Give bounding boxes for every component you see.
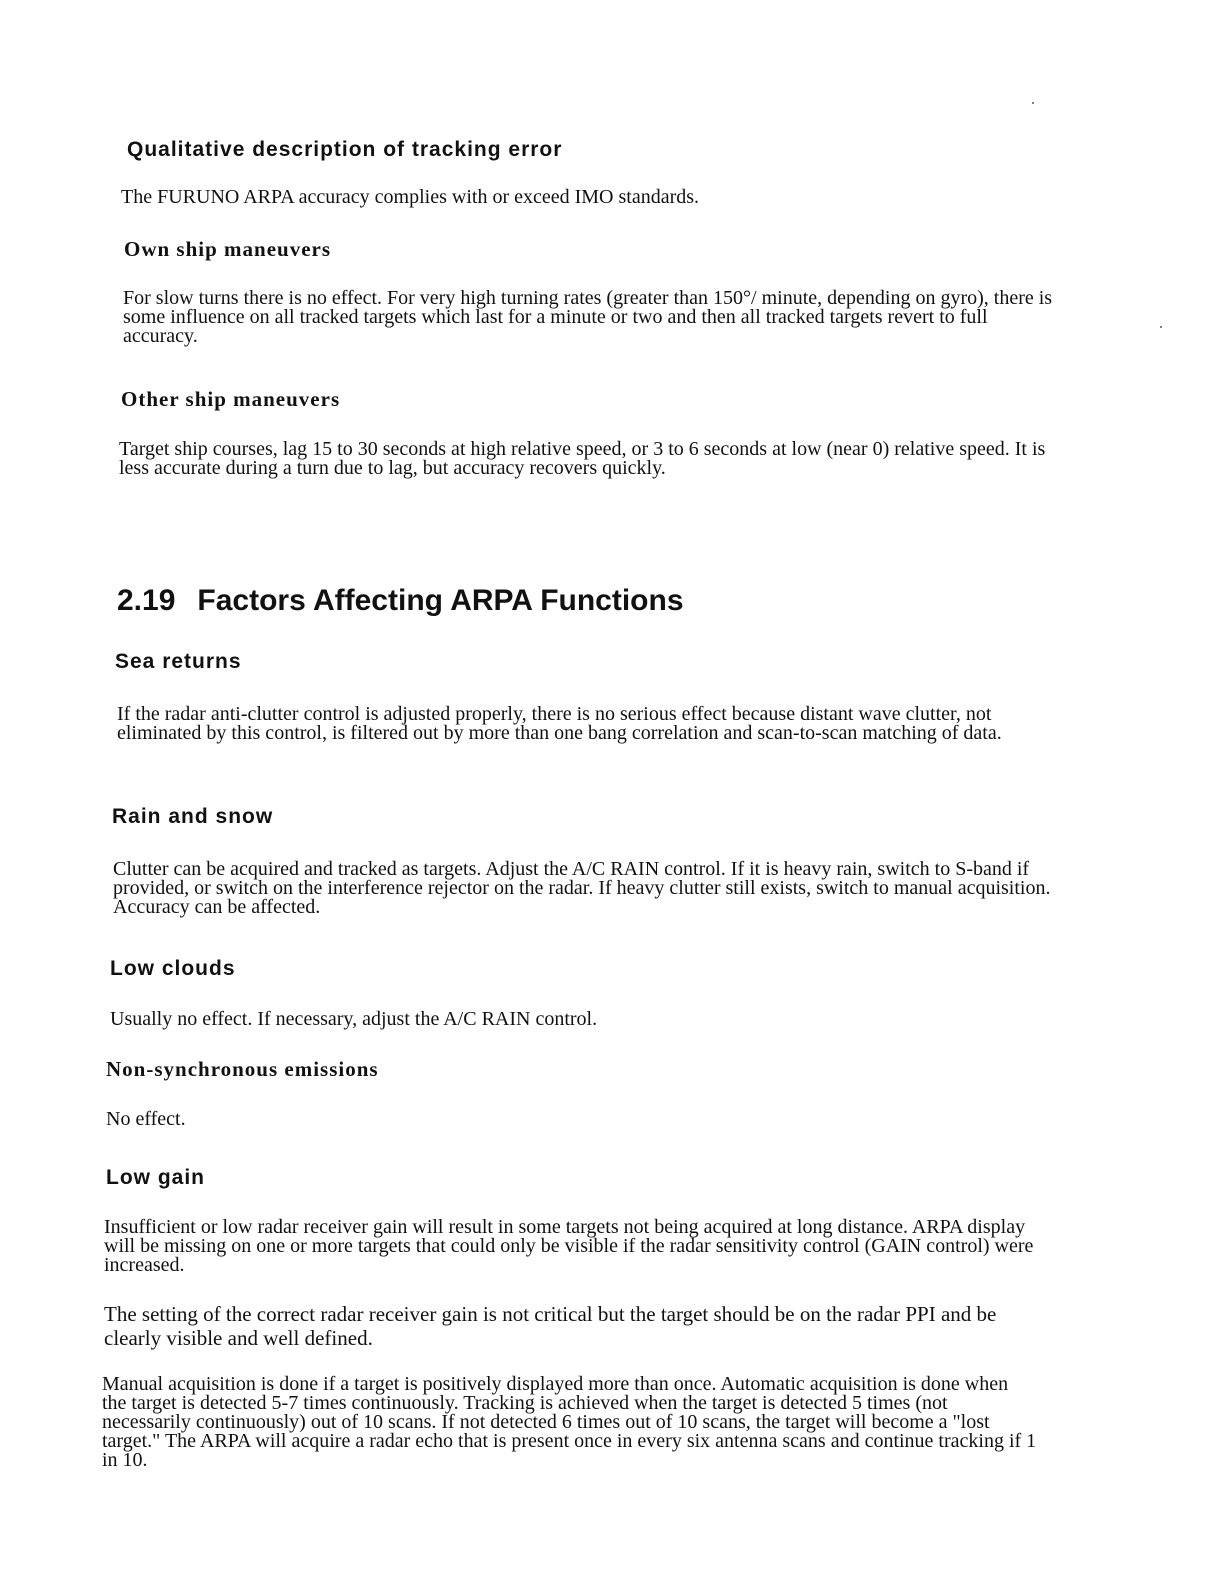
own-ship-text: For slow turns there is no effect. For very high turning rates (greater than 150°/ minute, depending on gyro), there is some influence on all tracked targets which last for a minute or two and then all tracked targets revert to full accuracy. <box>123 287 1053 347</box>
other-ship-text: Target ship courses, lag 15 to 30 seconds at high relative speed, or 3 to 6 seconds at low (near 0) relative speed. It is less accurate during a turn due to lag, but accuracy recovers quickly. <box>119 438 1046 479</box>
non-sync-text: No effect. <box>106 1108 186 1130</box>
tracking-error-text: The FURUNO ARPA accuracy complies with or exceed IMO standards. <box>121 186 700 208</box>
low-gain-text-1: Insufficient or low radar receiver gain will result in some targets not being acquired at long distance. ARPA display will be missing on one or more targets that could only be visible if the radar sensitivity control (GAIN control) were increased. <box>104 1216 1034 1276</box>
low-gain-text-3: Manual acquisition is done if a target is positively displayed more than once. Automatic acquisition is done when the target is detected 5-7 times continuously. Tracking is achieved when the target is detected 5 times (not necessarily continuously) out of 10 scans. If not detected 6 times out of 10 scans, the target will become a "lost target." The ARPA will acquire a radar echo that is present once in every six antenna scans and continue tracking if 1 in 10. <box>102 1373 1037 1471</box>
rain-snow-heading: Rain and snow <box>112 805 274 828</box>
scan-speck <box>1160 326 1162 328</box>
low-gain-heading: Low gain <box>106 1166 205 1189</box>
low-gain-text-2: The setting of the correct radar receiver gain is not critical but the target should be on the radar PPI and be clearly visible and well defined. <box>104 1302 997 1350</box>
scan-speck <box>1032 102 1034 104</box>
section-title-text: Factors Affecting ARPA Functions <box>197 584 684 617</box>
tracking-error-heading: Qualitative description of tracking error <box>127 138 563 161</box>
section-title <box>117 584 684 618</box>
rain-snow-text: Clutter can be acquired and tracked as targets. Adjust the A/C RAIN control. If it is heavy rain, switch to S-band if provided, or switch on the interference rejector on the radar. If heavy clutter still exists, switch to manual acquisition. Accuracy can be affected. <box>113 858 1051 918</box>
low-clouds-text: Usually no effect. If necessary, adjust the A/C RAIN control. <box>110 1008 598 1030</box>
low-clouds-heading: Low clouds <box>110 957 236 980</box>
sea-returns-heading: Sea returns <box>115 650 242 673</box>
non-sync-heading: Non-synchronous emissions <box>106 1057 379 1081</box>
own-ship-heading: Own ship maneuvers <box>124 237 332 261</box>
section-number: 2.19 <box>117 584 176 617</box>
other-ship-heading: Other ship maneuvers <box>121 387 341 411</box>
sea-returns-text: If the radar anti-clutter control is adjusted properly, there is no serious effect because distant wave clutter, not eliminated by this control, is filtered out by more than one bang correlation and scan-to-scan matching of data. <box>117 703 1002 744</box>
